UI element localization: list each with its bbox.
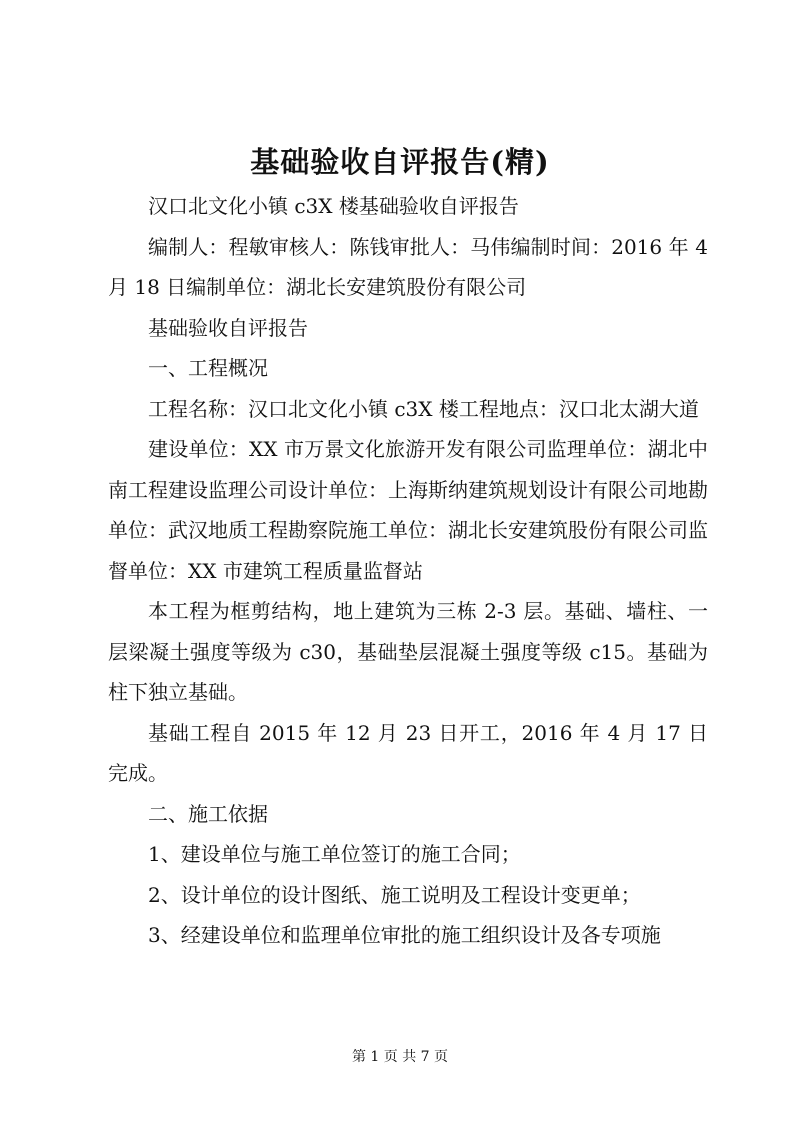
paragraph-compiler-info: 编制人：程敏审核人：陈钱审批人：马伟编制时间：2016 年 4 月 18 日编制单位：湖北长安建筑股份有限公司 (108, 234, 708, 299)
list-item-construction-design: 3、经建设单位和监理单位审批的施工组织设计及各专项施 (148, 923, 661, 947)
paragraph-structure: 本工程为框剪结构，地上建筑为三栋 2-3 层。基础、墙柱、一层梁凝土强度等级为 c30，基础垫层混凝土强度等级 c15。基础为柱下独立基础。 (108, 599, 708, 704)
paragraph-project-heading: 汉口北文化小镇 c3X 楼基础验收自评报告 (148, 194, 519, 218)
document-body (108, 186, 708, 956)
section-heading-overview: 一、工程概况 (148, 356, 268, 380)
paragraph-report-title: 基础验收自评报告 (148, 315, 308, 340)
paragraph-units: 建设单位：XX 市万景文化旅游开发有限公司监理单位：湖北中南工程建设监理公司设计单位：上海斯纳建筑规划设计有限公司地勘单位：武汉地质工程勘察院施工单位：湖北长安建筑股份有限公司监督单位：XX 市建筑工程质量监督站 (108, 437, 708, 583)
paragraph-project-name: 工程名称：汉口北文化小镇 c3X 楼工程地点：汉口北太湖大道 (148, 396, 699, 421)
page-number: 第 1 页 共 7 页 (351, 1049, 449, 1065)
section-heading-basis: 二、施工依据 (148, 801, 268, 826)
list-item-drawings: 2、设计单位的设计图纸、施工说明及工程设计变更单； (148, 882, 641, 907)
document-title: 基础验收自评报告(精) (250, 145, 550, 179)
paragraph-schedule: 基础工程自 2015 年 12 月 23 日开工，2016 年 4 月 17 日完成。 (108, 720, 708, 785)
list-item-contract: 1、建设单位与施工单位签订的施工合同； (148, 842, 521, 866)
